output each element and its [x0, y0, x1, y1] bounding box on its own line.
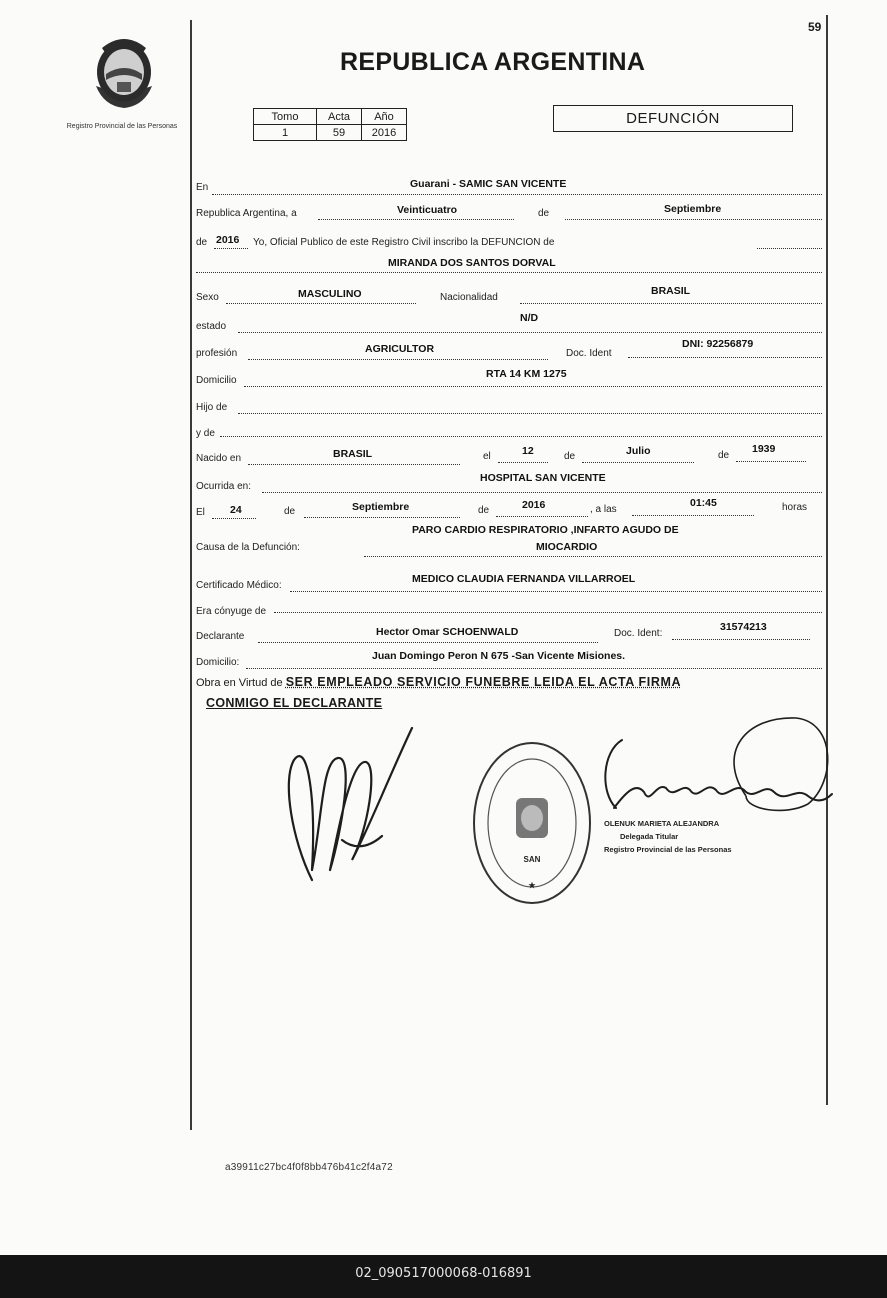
- label-domicilio: Domicilio: [196, 375, 237, 386]
- registry-label: Registro Provincial de las Personas: [66, 123, 178, 130]
- certifying-doctor-value: MEDICO CLAUDIA FERNANDA VILLARROEL: [412, 573, 636, 585]
- label-de-year: de: [196, 237, 208, 248]
- table-cell: 59: [317, 125, 362, 141]
- dotted-line: [736, 461, 806, 462]
- dotted-line: [496, 516, 588, 517]
- label-y-de: y de: [196, 428, 215, 439]
- month-value: Septiembre: [664, 203, 722, 215]
- cause-line2-value: MIOCARDIO: [536, 541, 598, 553]
- province-coat-of-arms-icon: [84, 28, 164, 112]
- label-certificado: Certificado Médico:: [196, 580, 282, 591]
- birth-day-value: 12: [522, 445, 534, 457]
- label-profesion: profesión: [196, 348, 238, 359]
- label-domicilio-2: Domicilio:: [196, 657, 240, 668]
- official-signature-icon: [596, 712, 836, 822]
- label-declarante: Declarante: [196, 631, 245, 642]
- table-header: Año: [362, 109, 407, 125]
- dotted-line: [238, 332, 822, 333]
- official-stamp-text: [604, 817, 732, 856]
- death-year-value: 2016: [522, 499, 546, 511]
- dotted-line: [628, 357, 822, 358]
- place-value: Guarani - SAMIC SAN VICENTE: [410, 178, 567, 190]
- dotted-line: [582, 462, 694, 463]
- label-doc-ident: Doc. Ident: [566, 348, 612, 359]
- year-value: 2016: [216, 234, 240, 246]
- dotted-line: [757, 248, 822, 249]
- dotted-line: [565, 219, 822, 220]
- dotted-line: [196, 272, 822, 273]
- civil-status-value: N/D: [520, 312, 539, 324]
- birthplace-value: BRASIL: [333, 448, 373, 460]
- day-words-value: Veinticuatro: [397, 204, 458, 216]
- label-en: En: [196, 182, 209, 193]
- dotted-line: [290, 591, 822, 592]
- label-doc-ident-2: Doc. Ident:: [614, 628, 663, 639]
- table-cell: 2016: [362, 125, 407, 141]
- dotted-line: [238, 413, 822, 414]
- page-title: REPUBLICA ARGENTINA: [340, 48, 646, 76]
- label-de: de: [718, 450, 730, 461]
- dotted-line: [262, 492, 822, 493]
- table-header: Tomo: [254, 109, 317, 125]
- label-hijo-de: Hijo de: [196, 402, 228, 413]
- label-de: de: [538, 208, 550, 219]
- death-place-value: HOSPITAL SAN VICENTE: [480, 472, 606, 484]
- official-name: OLENUK MARIETA ALEJANDRA: [604, 819, 720, 828]
- label-el-cap: El: [196, 507, 205, 518]
- label-de: de: [478, 505, 490, 516]
- svg-text:★: ★: [528, 881, 536, 890]
- document-hash: a39911c27bc4f0f8bb476b41c2f4a72: [225, 1162, 393, 1173]
- sex-value: MASCULINO: [298, 288, 362, 300]
- document-value: DNI: 92256879: [682, 338, 754, 350]
- dotted-line: [672, 639, 810, 640]
- label-republica: Republica Argentina, a: [196, 208, 297, 219]
- oficial-text: Yo, Oficial Publico de este Registro Civil inscribo la DEFUNCION de: [253, 237, 555, 248]
- declarant-doc-value: 31574213: [720, 621, 767, 633]
- declarant-address-value: Juan Domingo Peron N 675 -San Vicente Misiones.: [372, 650, 626, 662]
- dotted-line: [498, 462, 548, 463]
- death-day-value: 24: [230, 504, 242, 516]
- dotted-line: [214, 248, 248, 249]
- label-nacionalidad: Nacionalidad: [440, 292, 498, 303]
- address-value: RTA 14 KM 1275: [486, 368, 567, 380]
- label-a-las: , a las: [590, 504, 617, 515]
- dotted-line: [632, 515, 754, 516]
- cause-line1-value: PARO CARDIO RESPIRATORIO ,INFARTO AGUDO DE: [412, 524, 679, 536]
- dotted-line: [304, 517, 460, 518]
- death-time-value: 01:45: [690, 497, 717, 509]
- declarant-name-value: Hector Omar SCHOENWALD: [376, 626, 519, 638]
- dotted-line: [212, 194, 822, 195]
- official-role: Delegada Titular: [620, 832, 679, 841]
- dotted-line: [520, 303, 822, 304]
- label-el: el: [483, 451, 491, 462]
- profession-value: AGRICULTOR: [365, 343, 435, 355]
- record-type-box: DEFUNCIÓN: [553, 105, 793, 132]
- label-sexo: Sexo: [196, 292, 219, 303]
- dotted-line: [246, 668, 822, 669]
- footer-code: 02_090517000068-016891: [355, 1266, 532, 1281]
- official-office: Registro Provincial de las Personas: [604, 845, 732, 854]
- svg-text:SAN: SAN: [523, 855, 541, 864]
- left-margin-line: [190, 20, 192, 1130]
- table-header: Acta: [317, 109, 362, 125]
- label-de: de: [564, 451, 576, 462]
- label-conyuge: Era cónyuge de: [196, 606, 267, 617]
- footer-bar: [0, 1255, 887, 1298]
- record-number-table: [253, 108, 407, 141]
- birth-month-value: Julio: [626, 445, 651, 457]
- right-margin-line: [826, 15, 828, 1105]
- death-month-value: Septiembre: [352, 501, 410, 513]
- dotted-line: [220, 436, 822, 437]
- declarant-signature-icon: [282, 720, 422, 890]
- label-obra: Obra en Virtud de: [196, 677, 283, 689]
- label-causa: Causa de la Defunción:: [196, 542, 300, 553]
- dotted-line: [248, 359, 548, 360]
- dotted-line: [212, 518, 256, 519]
- dotted-line: [226, 303, 416, 304]
- dotted-line: [248, 464, 460, 465]
- nationality-value: BRASIL: [651, 285, 691, 297]
- label-nacido-en: Nacido en: [196, 453, 242, 464]
- label-de: de: [284, 506, 296, 517]
- label-horas: horas: [782, 502, 808, 513]
- dotted-line: [258, 642, 598, 643]
- official-seal-stamp-icon: [470, 738, 594, 908]
- dotted-line: [318, 219, 514, 220]
- label-ocurrida-en: Ocurrida en:: [196, 481, 252, 492]
- table-cell: 1: [254, 125, 317, 141]
- deceased-name-value: MIRANDA DOS SANTOS DORVAL: [388, 257, 556, 269]
- dotted-line: [244, 386, 822, 387]
- dotted-line: [364, 556, 822, 557]
- label-estado: estado: [196, 321, 227, 332]
- dotted-line: [274, 612, 822, 613]
- obra-text-line2: CONMIGO EL DECLARANTE: [206, 696, 383, 710]
- page-number: 59: [808, 20, 822, 34]
- obra-en-virtud: [196, 675, 681, 689]
- birth-year-value: 1939: [752, 443, 776, 455]
- obra-text-line1: SER EMPLEADO SERVICIO FUNEBRE LEIDA EL ACTA FIRMA: [285, 675, 682, 689]
